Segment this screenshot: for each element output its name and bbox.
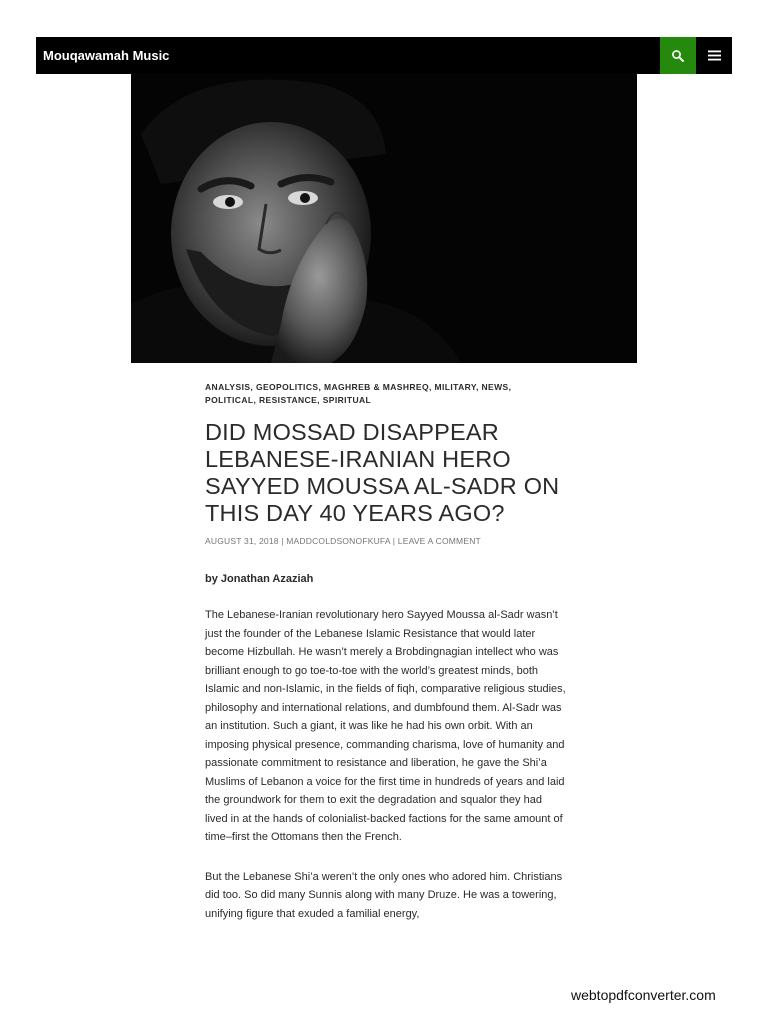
author-link[interactable]: MADDCOLDSONOFKUFA <box>286 536 391 546</box>
category-links <box>205 381 567 407</box>
portrait-photo <box>131 74 637 363</box>
article-title: DID MOSSAD DISAPPEAR LEBANESE-IRANIAN HERO SAYYED MOUSSA AL-SADR ON THIS DAY 40 YEARS AGO? <box>205 419 560 526</box>
category-link[interactable]: MAGHREB & MASHREQ <box>323 382 429 392</box>
article-paragraph: The Lebanese-Iranian revolutionary hero Sayyed Moussa al-Sadr wasn’t just the founder of the Lebanese Islamic Resistance that would later become Hizbullah. He wasn’t merely a Brobdingnagian intellect who was brilliant enough to go toe-to-toe with the world’s greatest minds, both Islamic and non-Islamic, in the fields of fiqh, comparative religious studies, philosophy and international relations, and dumbfound them. Al-Sadr was an institution. Such a giant, it was like he had his own orbit. With an imposing physical presence, commanding charisma, love of humanity and passionate commitment to resistance and liberation, he gave the Shi’a Muslims of Lebanon a voice for the first time in hundreds of years and laid the groundwork for them to exit the degradation and squalor they had lived in at the hands of colonialist-backed factions for the same amount of time–first the Ottomans then the French. <box>205 609 566 843</box>
category-link[interactable]: SPIRITUAL <box>322 395 372 405</box>
entry-meta <box>205 536 567 546</box>
category-link[interactable]: MILITARY <box>434 382 476 392</box>
article-paragraph: But the Lebanese Shi’a weren’t the only ones who adored him. Christians did too. So did many Sunnis along with many Druze. He was a towering, unifying figure that exuded a familial energy, <box>205 870 563 920</box>
article <box>205 381 567 923</box>
category-separator: , <box>250 382 256 392</box>
category-separator: , <box>508 382 512 392</box>
menu-toggle-button[interactable] <box>696 37 732 74</box>
category-separator: , <box>317 395 323 405</box>
byline: by Jonathan Azaziah <box>205 573 314 585</box>
leave-comment-link[interactable]: LEAVE A COMMENT <box>397 536 481 546</box>
post-date-link[interactable]: AUGUST 31, 2018 <box>205 536 279 546</box>
category-link[interactable]: NEWS <box>481 382 509 392</box>
meta-separator: | <box>390 536 398 546</box>
category-link[interactable]: ANALYSIS <box>205 382 251 392</box>
category-link[interactable]: POLITICAL <box>205 395 254 405</box>
meta-separator: | <box>278 536 287 546</box>
search-icon <box>671 49 685 63</box>
site-title[interactable]: Mouqawamah Music <box>43 48 170 63</box>
category-separator: , <box>429 382 435 392</box>
category-link[interactable]: RESISTANCE <box>259 395 318 405</box>
menu-icon <box>708 50 721 61</box>
featured-image[interactable] <box>131 74 637 363</box>
category-separator: , <box>253 395 259 405</box>
site-header <box>36 37 732 74</box>
watermark-text: webtopdfconverter.com <box>571 987 716 1003</box>
category-link[interactable]: GEOPOLITICS <box>255 382 319 392</box>
category-separator: , <box>318 382 324 392</box>
category-separator: , <box>475 382 482 392</box>
search-button[interactable] <box>660 37 696 74</box>
